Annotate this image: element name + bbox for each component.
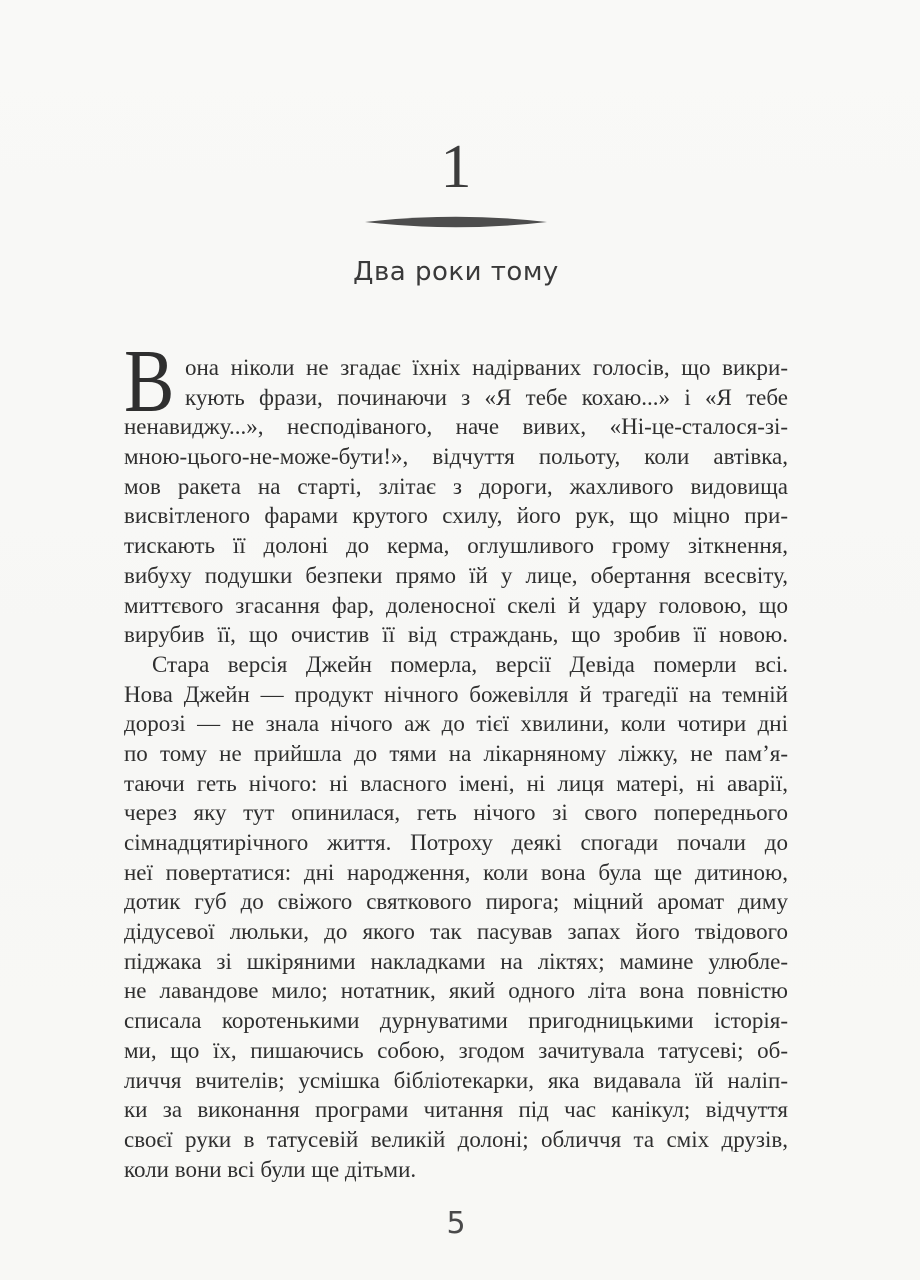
- text-line: по тому не прийшла до тями на лікарняному ліжку, не пам’я-: [124, 740, 788, 766]
- body-text: [124, 332, 788, 1184]
- text-line: Стара версія Джейн померла, версії Девіда померли всі.: [152, 651, 788, 677]
- drop-cap: В: [124, 332, 175, 431]
- chapter-number: 1: [440, 133, 472, 201]
- text-line: через яку тут опинилася, геть нічого зі свого попереднього: [124, 800, 788, 826]
- chapter-divider: [0, 215, 912, 233]
- text-line: она ніколи не згадає їхніх надірваних голосів, що викри-: [185, 355, 788, 380]
- text-line: ки за виконання програми читання під час канікул; відчуття: [124, 1097, 788, 1123]
- text-line: кують фрази, починаючи з «Я тебе кохаю...» і «Я тебе: [185, 384, 788, 410]
- text-line: ми, що їх, пишаючись собою, згодом зачитувала татусеві; об-: [124, 1037, 788, 1063]
- text-line: своєї руки в татусевій великій долоні; обличчя та сміх друзів,: [124, 1126, 788, 1152]
- text-line: личчя вчителів; усмішка бібліотекарки, яка видавала їй наліп-: [124, 1067, 788, 1093]
- text-line: висвітленого фарами крутого схилу, його рук, що міцно при-: [124, 503, 788, 529]
- text-line: миттєвого згасання фар, доленосної скелі й удару головою, що: [124, 592, 788, 618]
- text-line: дорозі — не знала нічого аж до тієї хвилини, коли чотири дні: [124, 711, 788, 737]
- text-line: мною-цього-не-може-бути!», відчуття польоту, коли автівка,: [124, 444, 788, 470]
- text-line: вибуху подушки безпеки прямо їй у лице, обертання всесвіту,: [124, 562, 788, 588]
- text-line: списала коротенькими дурнуватими пригодницькими історія-: [124, 1008, 788, 1034]
- lens-ornament-icon: [364, 215, 548, 229]
- text-line: коли вони всі були ще дітьми.: [124, 1156, 417, 1182]
- text-line: мов ракета на старті, злітає з дороги, жахливого видовища: [124, 473, 788, 499]
- text-line: вирубив її, що очистив її від страждань, що зробив її новою.: [124, 622, 788, 648]
- chapter-subtitle: Два роки тому: [353, 257, 559, 287]
- text-line: таючи геть нічого: ні власного імені, ні лиця матері, ні аварії,: [124, 770, 788, 796]
- text-line: тискають її долоні до керма, оглушливого грому зіткнення,: [124, 533, 788, 559]
- page-number: 5: [446, 1206, 466, 1241]
- paragraph: [124, 650, 788, 1184]
- text-line: дотик губ до свіжого святкового пирога; міцний аромат диму: [124, 889, 788, 915]
- text-line: Нова Джейн — продукт нічного божевілля й трагедії на темній: [124, 681, 788, 707]
- paragraph: [124, 332, 788, 650]
- text-line: дідусевої люльки, до якого так пасував запах його твідового: [124, 919, 788, 945]
- text-line: не лавандове мило; нотатник, який одного літа вона повністю: [124, 978, 788, 1004]
- text-line: піджака зі шкіряними накладками на ліктях; мамине улюбле-: [124, 948, 788, 974]
- text-line: неї повертатися: дні народження, коли вона була ще дитиною,: [124, 859, 788, 885]
- text-line: сімнадцятирічного життя. Потроху деякі спогади почали до: [124, 830, 788, 855]
- text-line: ненавиджу...», несподіваного, наче вивих, «Ні-це-сталося-зі-: [124, 414, 788, 440]
